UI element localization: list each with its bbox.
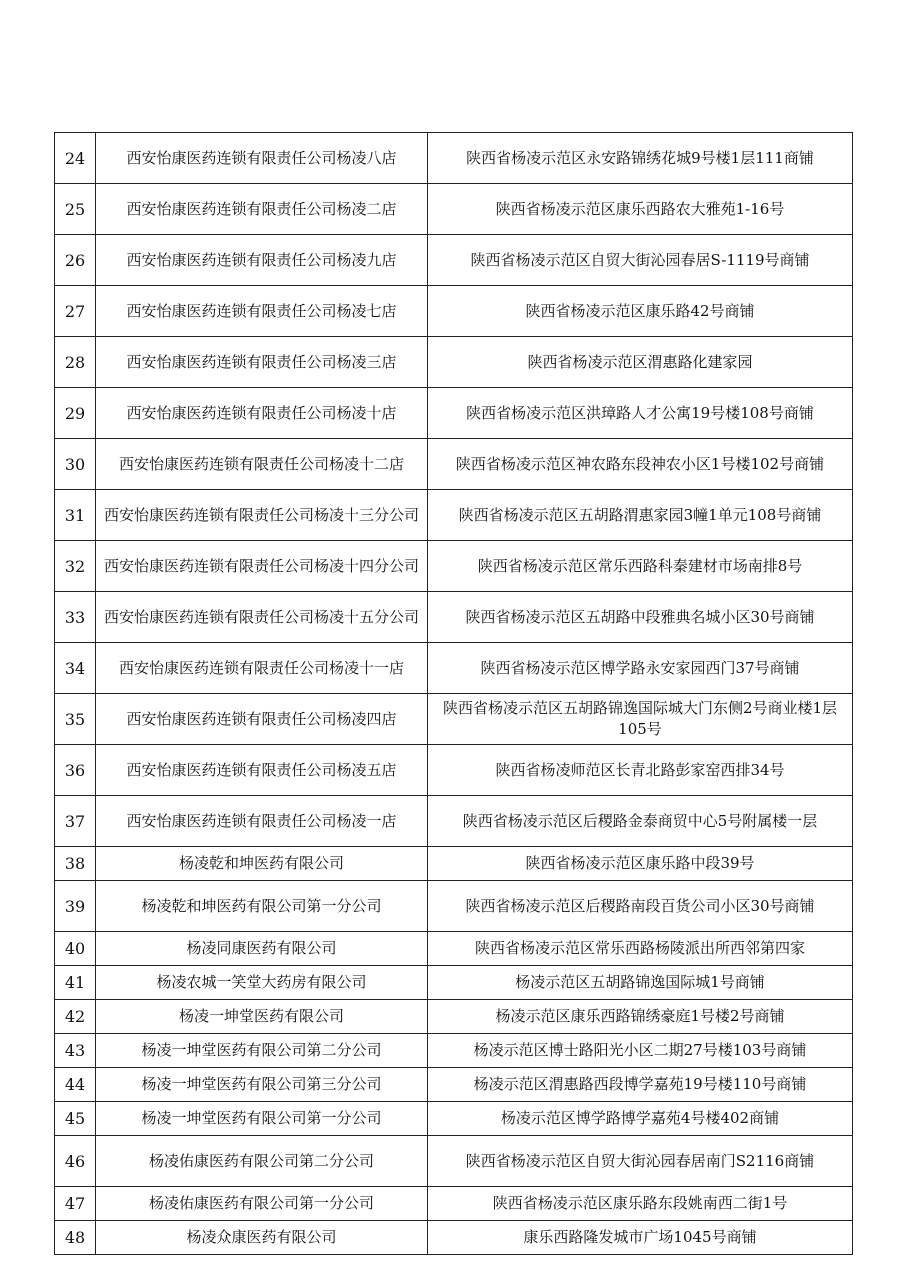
- row-number: 40: [55, 932, 96, 966]
- row-number: 37: [55, 796, 96, 847]
- table-row: [55, 694, 853, 745]
- company-name: 杨凌农城一笑堂大药房有限公司: [96, 966, 428, 1000]
- company-address: 陕西省杨凌示范区五胡路渭惠家园3幢1单元108号商铺: [428, 490, 853, 541]
- table-row: [55, 1187, 853, 1221]
- row-number: 44: [55, 1068, 96, 1102]
- row-number: 32: [55, 541, 96, 592]
- table-row: [55, 796, 853, 847]
- company-address: 陕西省杨凌示范区渭惠路化建家园: [428, 337, 853, 388]
- company-name: 杨凌佑康医药有限公司第一分公司: [96, 1187, 428, 1221]
- company-name: 西安怡康医药连锁有限责任公司杨凌一店: [96, 796, 428, 847]
- row-number: 34: [55, 643, 96, 694]
- company-name: 西安怡康医药连锁有限责任公司杨凌十二店: [96, 439, 428, 490]
- table-row: [55, 133, 853, 184]
- table-row: [55, 643, 853, 694]
- company-address: 陕西省杨凌示范区五胡路锦逸国际城大门东侧2号商业楼1层105号: [428, 694, 853, 745]
- company-name: 西安怡康医药连锁有限责任公司杨凌十一店: [96, 643, 428, 694]
- table-row: [55, 1221, 853, 1255]
- row-number: 25: [55, 184, 96, 235]
- company-address: 陕西省杨凌示范区康乐路东段姚南西二街1号: [428, 1187, 853, 1221]
- row-number: 43: [55, 1034, 96, 1068]
- table-row: [55, 966, 853, 1000]
- table-row: [55, 881, 853, 932]
- company-name: 西安怡康医药连锁有限责任公司杨凌十四分公司: [96, 541, 428, 592]
- table-row: [55, 490, 853, 541]
- company-address: 陕西省杨凌示范区五胡路中段雅典名城小区30号商铺: [428, 592, 853, 643]
- company-name: 西安怡康医药连锁有限责任公司杨凌十三分公司: [96, 490, 428, 541]
- company-name: 杨凌一坤堂医药有限公司: [96, 1000, 428, 1034]
- company-name: 西安怡康医药连锁有限责任公司杨凌四店: [96, 694, 428, 745]
- company-name: 杨凌一坤堂医药有限公司第一分公司: [96, 1102, 428, 1136]
- table-row: [55, 1000, 853, 1034]
- row-number: 39: [55, 881, 96, 932]
- row-number: 24: [55, 133, 96, 184]
- table-row: [55, 1102, 853, 1136]
- row-number: 26: [55, 235, 96, 286]
- row-number: 47: [55, 1187, 96, 1221]
- row-number: 46: [55, 1136, 96, 1187]
- company-name: 杨凌众康医药有限公司: [96, 1221, 428, 1255]
- row-number: 28: [55, 337, 96, 388]
- company-address: 陕西省杨凌示范区自贸大街沁园春居S-1119号商铺: [428, 235, 853, 286]
- company-name: 西安怡康医药连锁有限责任公司杨凌十五分公司: [96, 592, 428, 643]
- table-row: [55, 1136, 853, 1187]
- row-number: 27: [55, 286, 96, 337]
- row-number: 42: [55, 1000, 96, 1034]
- table-row: [55, 745, 853, 796]
- company-address: 陕西省杨凌示范区洪璋路人才公寓19号楼108号商铺: [428, 388, 853, 439]
- company-address: 杨凌示范区博士路阳光小区二期27号楼103号商铺: [428, 1034, 853, 1068]
- company-name: 杨凌一坤堂医药有限公司第二分公司: [96, 1034, 428, 1068]
- row-number: 48: [55, 1221, 96, 1255]
- company-name: 西安怡康医药连锁有限责任公司杨凌十店: [96, 388, 428, 439]
- table-row: [55, 847, 853, 881]
- company-name: 杨凌乾和坤医药有限公司第一分公司: [96, 881, 428, 932]
- row-number: 33: [55, 592, 96, 643]
- row-number: 45: [55, 1102, 96, 1136]
- table-row: [55, 541, 853, 592]
- company-address: 陕西省杨凌示范区博学路永安家园西门37号商铺: [428, 643, 853, 694]
- row-number: 36: [55, 745, 96, 796]
- table-body: [55, 133, 853, 1255]
- table-row: [55, 235, 853, 286]
- row-number: 29: [55, 388, 96, 439]
- table-row: [55, 592, 853, 643]
- row-number: 38: [55, 847, 96, 881]
- company-name: 西安怡康医药连锁有限责任公司杨凌三店: [96, 337, 428, 388]
- company-address: 陕西省杨凌示范区常乐西路科秦建材市场南排8号: [428, 541, 853, 592]
- table-row: [55, 439, 853, 490]
- table-row: [55, 184, 853, 235]
- company-name: 西安怡康医药连锁有限责任公司杨凌五店: [96, 745, 428, 796]
- company-address: 陕西省杨凌师范区长青北路彭家窑西排34号: [428, 745, 853, 796]
- company-name: 西安怡康医药连锁有限责任公司杨凌九店: [96, 235, 428, 286]
- company-name: 西安怡康医药连锁有限责任公司杨凌二店: [96, 184, 428, 235]
- company-address: 陕西省杨凌示范区自贸大街沁园春居南门S2116商铺: [428, 1136, 853, 1187]
- table-row: [55, 1034, 853, 1068]
- table-row: [55, 286, 853, 337]
- company-name: 西安怡康医药连锁有限责任公司杨凌八店: [96, 133, 428, 184]
- row-number: 35: [55, 694, 96, 745]
- company-address: 陕西省杨凌示范区永安路锦绣花城9号楼1层111商铺: [428, 133, 853, 184]
- row-number: 41: [55, 966, 96, 1000]
- company-address: 杨凌示范区五胡路锦逸国际城1号商铺: [428, 966, 853, 1000]
- company-address: 康乐西路隆发城市广场1045号商铺: [428, 1221, 853, 1255]
- pharmacy-table: [54, 132, 853, 1255]
- company-name: 西安怡康医药连锁有限责任公司杨凌七店: [96, 286, 428, 337]
- table-row: [55, 388, 853, 439]
- company-name: 杨凌同康医药有限公司: [96, 932, 428, 966]
- company-address: 陕西省杨凌示范区康乐路42号商铺: [428, 286, 853, 337]
- company-name: 杨凌一坤堂医药有限公司第三分公司: [96, 1068, 428, 1102]
- table-row: [55, 1068, 853, 1102]
- company-address: 陕西省杨凌示范区神农路东段神农小区1号楼102号商铺: [428, 439, 853, 490]
- table-row: [55, 337, 853, 388]
- table-row: [55, 932, 853, 966]
- company-name: 杨凌乾和坤医药有限公司: [96, 847, 428, 881]
- row-number: 30: [55, 439, 96, 490]
- row-number: 31: [55, 490, 96, 541]
- company-name: 杨凌佑康医药有限公司第二分公司: [96, 1136, 428, 1187]
- company-address: 杨凌示范区渭惠路西段博学嘉苑19号楼110号商铺: [428, 1068, 853, 1102]
- company-address: 陕西省杨凌示范区康乐西路农大雅苑1-16号: [428, 184, 853, 235]
- company-address: 陕西省杨凌示范区常乐西路杨陵派出所西邻第四家: [428, 932, 853, 966]
- company-address: 陕西省杨凌示范区康乐路中段39号: [428, 847, 853, 881]
- company-address: 陕西省杨凌示范区后稷路金泰商贸中心5号附属楼一层: [428, 796, 853, 847]
- company-address: 杨凌示范区博学路博学嘉苑4号楼402商铺: [428, 1102, 853, 1136]
- company-address: 陕西省杨凌示范区后稷路南段百货公司小区30号商铺: [428, 881, 853, 932]
- company-address: 杨凌示范区康乐西路锦绣豪庭1号楼2号商铺: [428, 1000, 853, 1034]
